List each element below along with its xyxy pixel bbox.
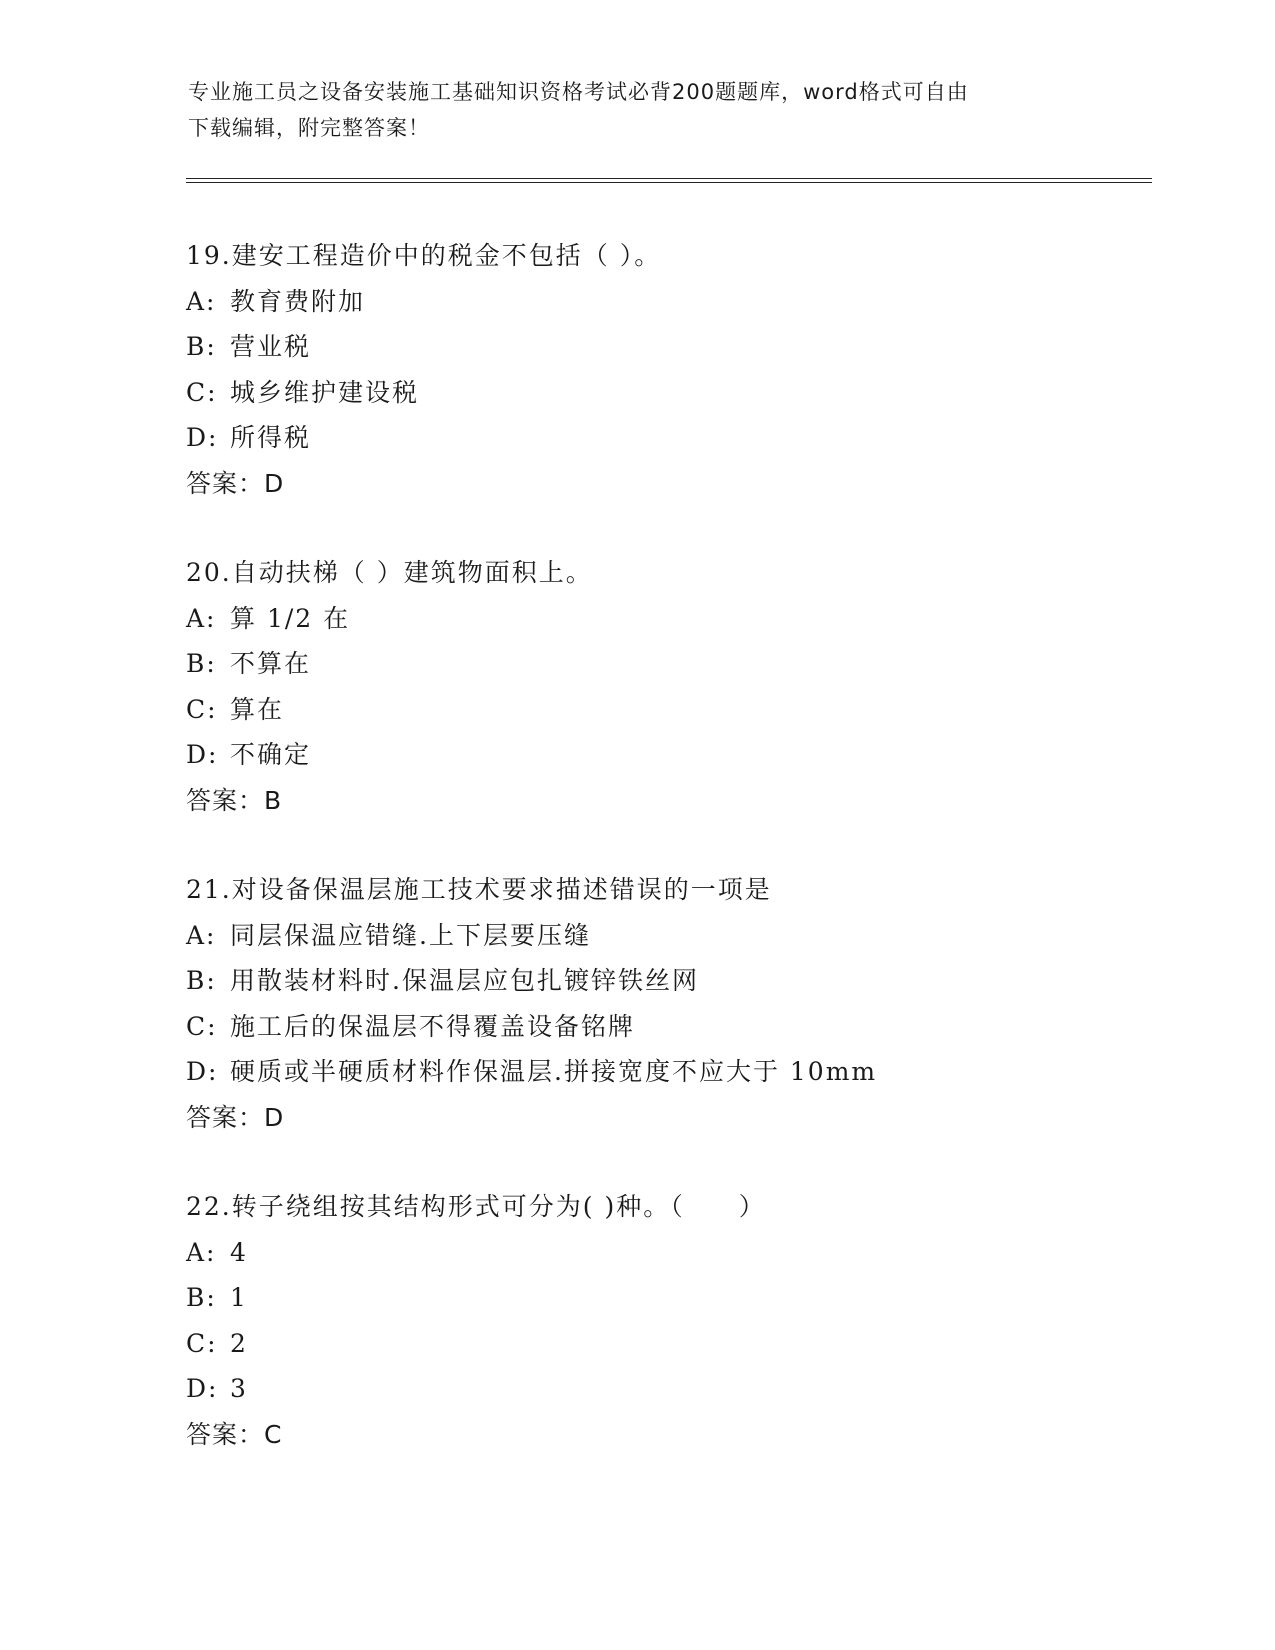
option-b [186,641,1146,687]
question-title: 22.转子绕组按其结构形式可分为( )种。（ ） [186,1192,766,1221]
option-text: 1 [230,1283,248,1312]
option-c [186,1321,1146,1367]
option-text: 施工后的保温层不得覆盖设备铭牌 [230,1011,636,1041]
option-text: 2 [230,1328,248,1358]
option-text: 营业税 [230,332,312,361]
option-letter: A: [186,920,217,950]
question-title: 19.建安工程造价中的税金不包括（ ）。 [186,241,662,270]
option-letter: C: [186,694,218,724]
option-letter: B: [186,649,217,678]
option-letter: A: [186,286,217,316]
option-c [186,1004,1146,1050]
option-text: 城乡维护建设税 [230,377,420,407]
option-text: 用散装材料时.保温层应包扎镀锌铁丝网 [230,966,699,995]
option-letter: A: [186,603,217,633]
option-b [186,1275,1146,1321]
option-text: 3 [230,1374,248,1403]
option-d [186,732,1146,778]
option-text: 不确定 [230,740,312,769]
option-letter: D: [186,423,219,452]
question-list [186,233,1146,1501]
answer-line: 答案：C [186,1419,283,1449]
question-block [186,867,1146,1140]
option-letter: C: [186,1328,218,1358]
option-letter: C: [186,377,218,407]
option-letter: C: [186,1011,218,1041]
option-letter: D: [186,1057,219,1086]
header-line-1: 专业施工员之设备安装施工基础知识资格考试必背200题题库，word格式可自由 [188,80,969,104]
option-c [186,370,1146,416]
option-letter: D: [186,1374,219,1403]
option-a [186,279,1146,325]
answer-line: 答案：B [186,785,283,815]
option-c [186,687,1146,733]
option-text: 同层保温应错缝.上下层要压缝 [230,920,591,950]
option-b [186,958,1146,1004]
option-letter: D: [186,740,219,769]
option-b [186,324,1146,370]
option-letter: B: [186,1283,217,1312]
option-text: 所得税 [230,423,312,452]
option-d [186,1049,1146,1095]
header-divider-top [186,178,1152,179]
answer-line: 答案：D [186,1102,285,1132]
question-title: 21.对设备保温层施工技术要求描述错误的一项是 [186,875,772,904]
option-letter: B: [186,332,217,361]
option-a [186,913,1146,959]
option-text: 硬质或半硬质材料作保温层.拼接宽度不应大于 10mm [230,1057,878,1086]
option-letter: B: [186,966,217,995]
option-d [186,1366,1146,1412]
question-title: 20.自动扶梯（ ）建筑物面积上。 [186,558,593,587]
option-text: 4 [230,1237,248,1267]
header-line-2: 下载编辑，附完整答案！ [188,116,430,140]
option-a [186,596,1146,642]
option-letter: A: [186,1237,217,1267]
option-text: 算 1/2 在 [230,603,351,633]
option-a [186,1230,1146,1276]
document-header [188,74,1088,146]
question-block [186,233,1146,506]
question-block [186,1184,1146,1457]
option-d [186,415,1146,461]
option-text: 不算在 [230,649,312,678]
answer-line: 答案：D [186,468,285,498]
header-divider-bottom [186,182,1152,183]
option-text: 教育费附加 [230,286,366,316]
option-text: 算在 [230,694,285,724]
question-block [186,550,1146,823]
